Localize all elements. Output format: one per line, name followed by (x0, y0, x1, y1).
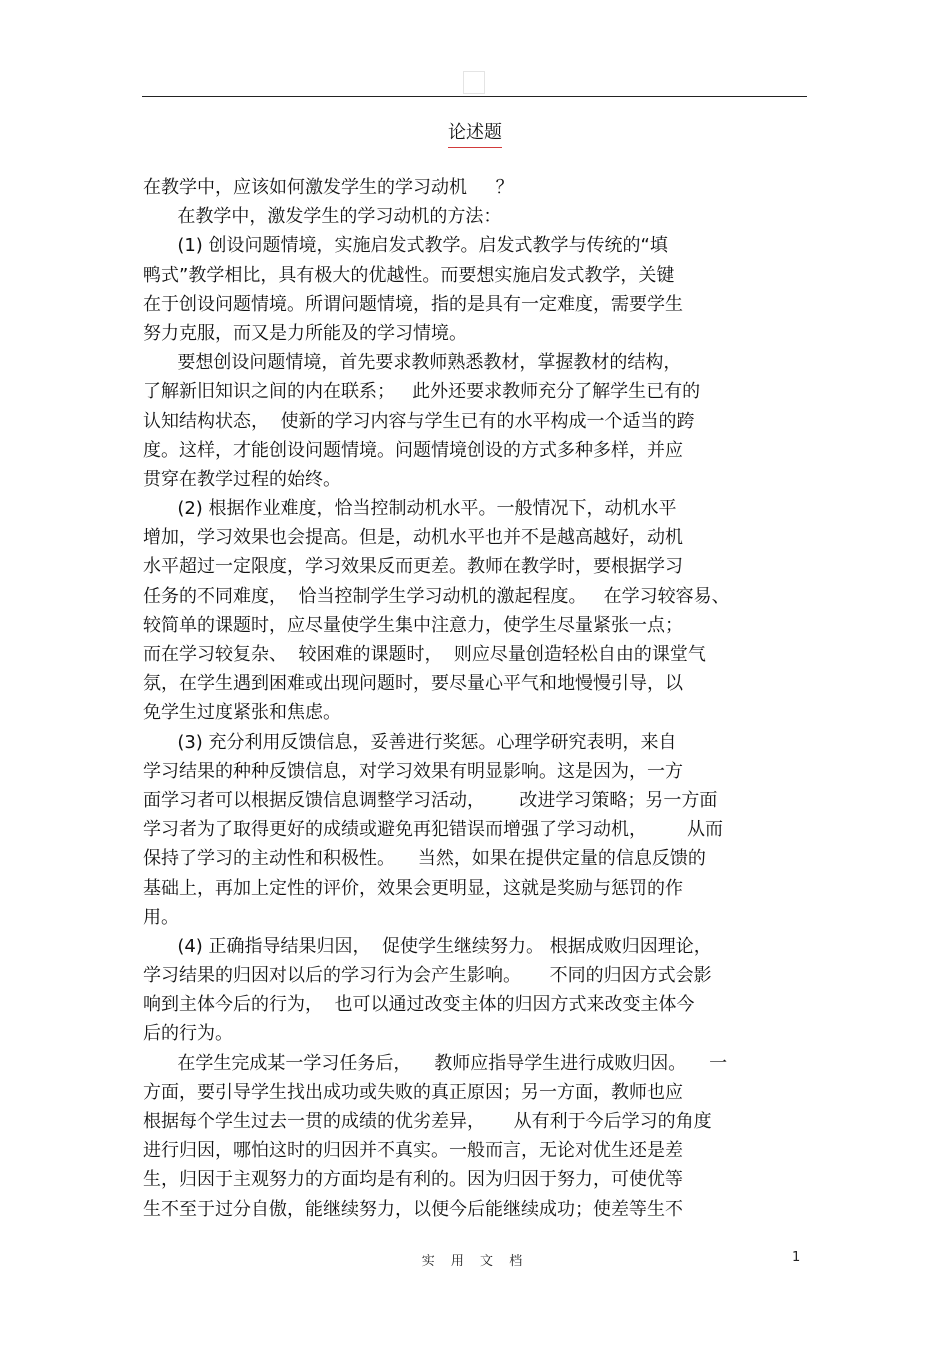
body-line: 根据每个学生过去一贯的成绩的优劣差异， 从有利于今后学习的角度 (143, 1111, 712, 1132)
body-line: 生，归因于主观努力的方面均是有利的。因为归因于努力，可使优等 (143, 1169, 683, 1191)
body-line: 在教学中，应该如何激发学生的学习动机 ？ (143, 177, 514, 198)
body-line: 在教学中，激发学生的学习动机的方法： (143, 206, 502, 228)
body-line: 鸭式”教学相比，具有极大的优越性。而要想实施启发式教学，关键 (143, 264, 675, 286)
body-line: 贯穿在教学过程的始终。 (143, 468, 341, 490)
body-line: 用。 (143, 906, 179, 928)
document-body (143, 173, 808, 1224)
body-line: 水平超过一定限度，学习效果反而更差。教师在教学时，要根据学习 (143, 556, 683, 578)
body-line: 要想创设问题情境，首先要求教师熟悉教材，掌握教材的结构， (143, 352, 682, 374)
body-line: 方面，要引导学生找出成功或失败的真正原因；另一方面，教师也应 (143, 1081, 683, 1103)
body-line: 面学习者可以根据反馈信息调整学习活动， 改进学习策略；另一方面 (143, 789, 718, 811)
body-line: 后的行为。 (143, 1023, 233, 1045)
body-line: 认知结构状态， 使新的学习内容与学生已有的水平构成一个适当的跨 (143, 410, 695, 432)
body-line: 氛，在学生遇到困难或出现问题时，要尽量心平气和地慢慢引导，以 (143, 673, 683, 695)
body-line: 免学生过度紧张和焦虑。 (143, 702, 341, 724)
body-line: 在学生完成某一学习任务后， 教师应指导学生进行成败归因。 一 (143, 1052, 728, 1074)
body-line: 较简单的课题时，应尽量使学生集中注意力，使学生尽量紧张一点； (143, 614, 683, 636)
header-rule (142, 96, 807, 97)
body-line: 学习结果的种种反馈信息，对学习效果有明显影响。这是因为，一方 (143, 760, 683, 782)
page-number: 1 (792, 1250, 801, 1265)
header-placeholder-box (463, 71, 485, 94)
body-line: 任务的不同难度， 恰当控制学生学习动机的激起程度。 在学习较容易、 (143, 585, 730, 607)
body-line: (3) 充分利用反馈信息，妥善进行奖惩。心理学研究表明，来自 (143, 731, 677, 753)
body-line: 增加，学习效果也会提高。但是，动机水平也并不是越高越好，动机 (143, 527, 683, 549)
body-line: 在于创设问题情境。所谓问题情境，指的是具有一定难度，需要学生 (143, 293, 683, 315)
body-line: 进行归因，哪怕这时的归因并不真实。一般而言，无论对优生还是差 (143, 1140, 683, 1162)
body-line: 生不至于过分自傲，能继续努力，以便今后能继续成功；使差等生不 (143, 1198, 683, 1220)
document-title (0, 120, 950, 146)
body-line: 学习者为了取得更好的成绩或避免再犯错误而增强了学习动机， 从而 (143, 819, 724, 841)
footer-label: 实 用 文 档 (421, 1254, 529, 1269)
body-line: 度。这样，才能创设问题情境。问题情境创设的方式多种多样，并应 (143, 439, 683, 461)
body-line: 而在学习较复杂、 较困难的课题时， 则应尽量创造轻松自由的课堂气 (143, 644, 706, 665)
body-line: (4) 正确指导结果归因， 促使学生继续努力。 根据成败归因理论， (143, 935, 712, 957)
body-line: 学习结果的归因对以后的学习行为会产生影响。 不同的归因方式会影 (143, 965, 712, 987)
body-line: (2) 根据作业难度，恰当控制动机水平。一般情况下，动机水平 (143, 498, 677, 520)
body-line: (1) 创设问题情境，实施启发式教学。启发式教学与传统的“填 (143, 235, 668, 257)
body-line: 努力克服，而又是力所能及的学习情境。 (143, 322, 467, 344)
body-line: 基础上，再加上定性的评价，效果会更明显，这就是奖励与惩罚的作 (143, 877, 683, 899)
body-line: 响到主体今后的行为， 也可以通过改变主体的归因方式来改变主体今 (143, 994, 695, 1016)
document-title-text: 论述题 (448, 120, 502, 146)
body-line: 了解新旧知识之间的内在联系； 此外还要求教师充分了解学生已有的 (143, 381, 701, 403)
body-line: 保持了学习的主动性和积极性。 当然，如果在提供定量的信息反馈的 (143, 848, 706, 870)
